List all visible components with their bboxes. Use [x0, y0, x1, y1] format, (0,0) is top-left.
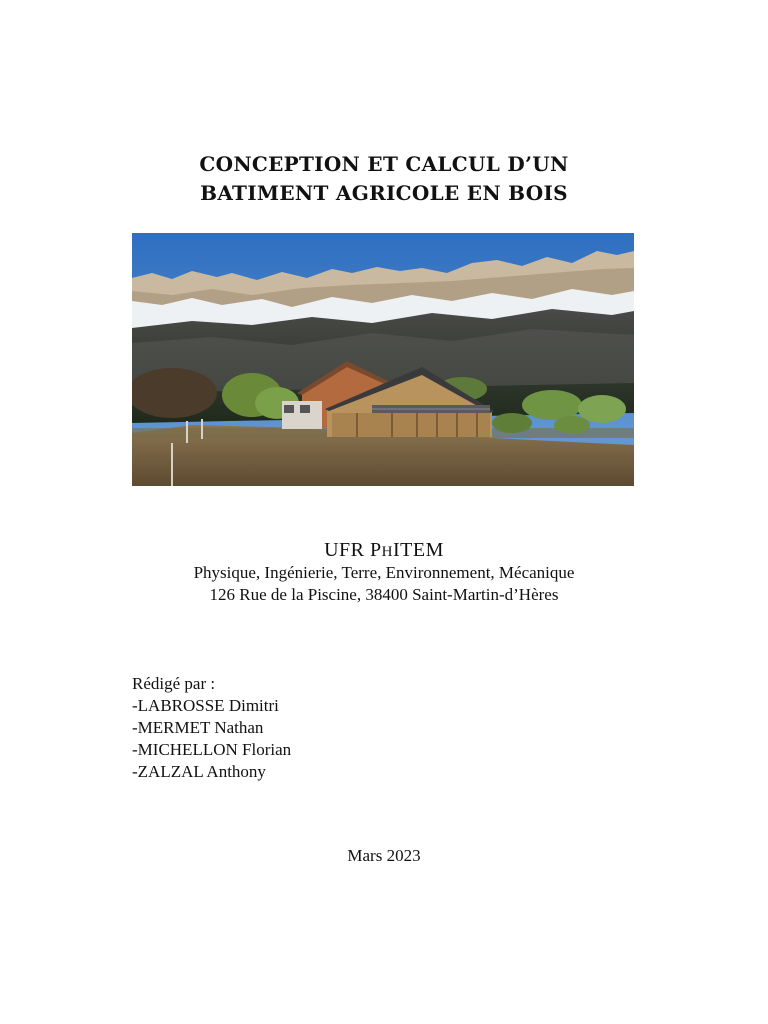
- mountain-barn-photo-icon: [132, 233, 634, 486]
- title-line-2: BATIMENT AGRICOLE EN BOIS: [200, 181, 568, 205]
- institution-name-suffix: ITEM: [392, 539, 444, 561]
- institution-name: [0, 538, 768, 564]
- document-title: [0, 150, 768, 208]
- institution-name-smallcaps: H: [381, 544, 393, 560]
- institution-name-prefix: UFR P: [324, 539, 382, 561]
- authors-heading: Rédigé par :: [132, 674, 216, 693]
- institution-address: 126 Rue de la Piscine, 38400 Saint-Martin-d’Hères: [209, 585, 559, 604]
- author-item: -MICHELLON Florian: [132, 740, 292, 759]
- cover-photo: [132, 233, 634, 486]
- author-item: -LABROSSE Dimitri: [132, 696, 279, 715]
- author-item: -MERMET Nathan: [132, 718, 264, 737]
- author-item: -ZALZAL Anthony: [132, 762, 266, 781]
- title-line-1: CONCEPTION ET CALCUL D’UN: [199, 152, 569, 176]
- document-date: Mars 2023: [347, 846, 421, 865]
- authors-block: [132, 673, 291, 783]
- institution-description: Physique, Ingénierie, Terre, Environnement, Mécanique: [193, 563, 575, 582]
